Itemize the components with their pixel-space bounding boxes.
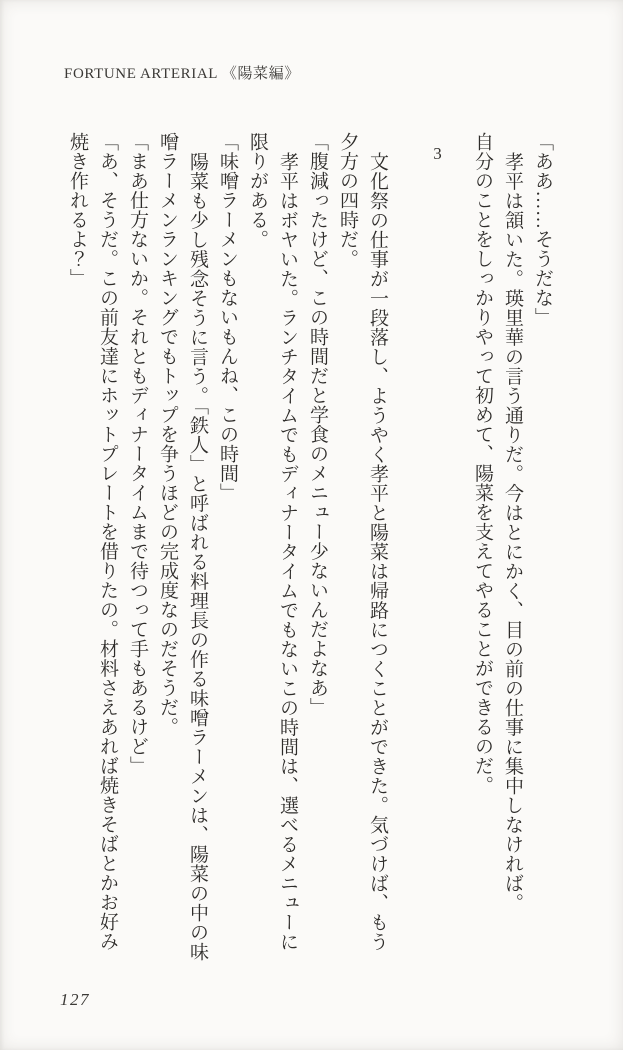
text-line-dialogue: 「味噌ラーメンもないもんね、この時間」 xyxy=(217,132,238,503)
section-number: 3 xyxy=(428,144,447,163)
running-header: FORTUNE ARTERIAL 《陽菜編》 xyxy=(64,66,300,82)
text-line: 文化祭の仕事が一段落し、ようやく孝平と陽菜は帰路につくことができた。気づけば、もう xyxy=(367,151,388,951)
text-line: 陽菜も少し残念そうに言う。「鉄人」と呼ばれる料理長の作る味噌ラーメンは、陽菜の中の味 xyxy=(187,151,208,961)
text-line: 孝平はボヤいた。ランチタイムでもディナータイムでもないこの時間は、選べるメニューに xyxy=(277,151,298,951)
text-line-dialogue: 焼き作れるよ？」 xyxy=(67,132,88,288)
text-line-dialogue: 「腹減ったけど、この時間だと学食のメニュー少ないんだよなあ」 xyxy=(307,132,328,717)
text-line: 自分のことをしっかりやって初めて、陽菜を支えてやることができるのだ。 xyxy=(472,132,493,795)
page-number: 127 xyxy=(60,990,90,1009)
text-line: 夕方の四時だ。 xyxy=(337,132,358,269)
text-line-dialogue: 「まあ仕方ないか。それともディナータイムまで待つって手もあるけど」 xyxy=(127,132,148,776)
text-line-dialogue: 「ああ……そうだな」 xyxy=(532,132,553,327)
body-text xyxy=(62,132,557,1002)
text-line: 限りがある。 xyxy=(247,132,268,249)
text-line: 孝平は頷いた。瑛里華の言う通りだ。今はとにかく、目の前の仕事に集中しなければ。 xyxy=(502,151,523,912)
text-line: 噌ラーメンランキングでもトップを争うほどの完成度なのだそうだ。 xyxy=(157,132,178,737)
text-line-dialogue: 「あ、そうだ。この前友達にホットプレートを借りたの。材料さえあれば焼きそばとかお好み xyxy=(97,132,118,951)
